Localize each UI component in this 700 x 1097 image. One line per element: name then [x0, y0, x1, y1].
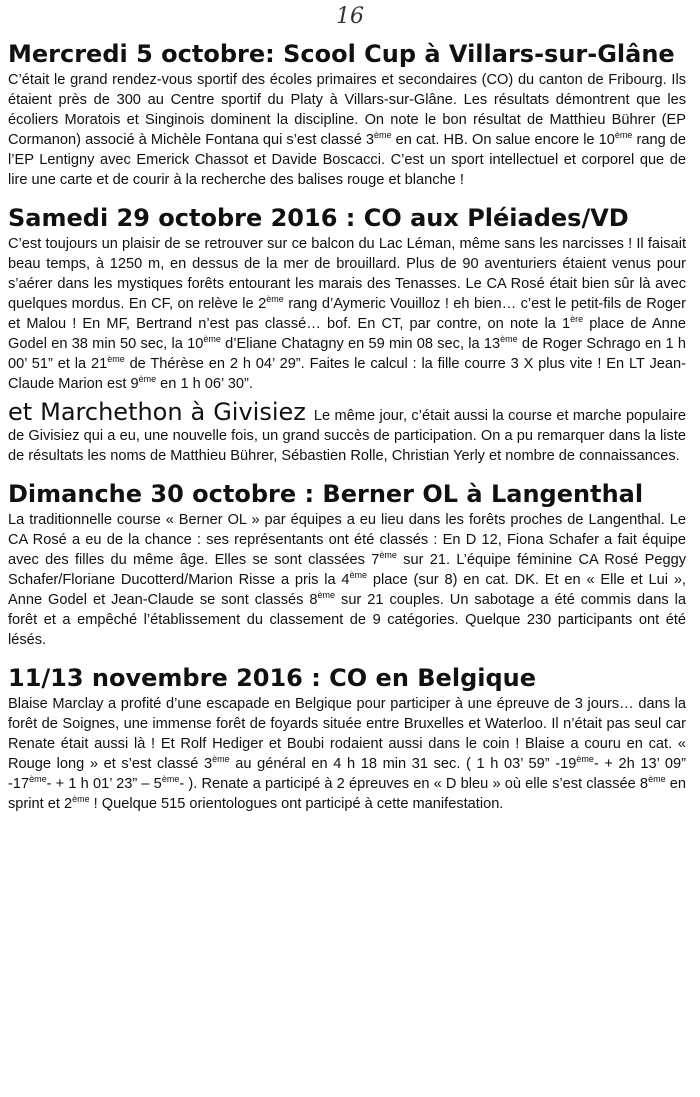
- article-section: [8, 204, 686, 394]
- superscript: ème: [29, 774, 47, 785]
- superscript: ème: [107, 354, 125, 365]
- section-heading: Dimanche 30 octobre : Berner OL à Langenthal: [8, 480, 644, 508]
- superscript: ème: [212, 754, 230, 765]
- section-heading: Samedi 29 octobre 2016 : CO aux Pléiades/VD: [8, 204, 629, 232]
- superscript: ère: [570, 314, 584, 325]
- superscript: ème: [576, 754, 594, 765]
- superscript: ème: [161, 774, 180, 785]
- page-number: 16: [336, 4, 364, 29]
- section-body: et Marchethon à Givisiez Le même jour, c’était aussi la course et marche populaire de Givisiez qui a eu, une nouvelle fois, un grand succès de participation. On a pu remarquer dans la liste de résultats les noms de Matthieu Bührer, Sébastien Rolle, Christian Yerly et nombre de connaissances.: [8, 398, 686, 464]
- superscript: ème: [648, 774, 666, 785]
- section-body: C’est toujours un plaisir de se retrouver sur ce balcon du Lac Léman, même sans les narcisses ! Il faisait beau temps, à 1250 m, en dessus de la mer de brouillard. Plus de 90 aventuriers étaient venus pour s’aérer dans les mystiques forêts entourant les marais des Tenasses. Le CA Rosé était bien sûr là avec quelques mordus. En CF, on relève le 2ème rang d’Aymeric Vouilloz ! eh bien… c’est le petit-fils de Roger et Malou ! En MF, Bertrand n’est pas classé… bof. En CT, par contre, on note la 1ère place de Anne Godel en 38 min 50 sec, la 10ème d’Eliane Chatagny en 59 min 08 sec, la 13ème de Roger Schrago en 1 h 00’ 51” et la 21ème de Thérèse en 2 h 04’ 29”. Faites le calcul : la fille courre 3 X plus vite ! En LT Jean-Claude Marion est 9ème en 1 h 06’ 30”.: [8, 236, 686, 392]
- section-heading: et Marchethon à Givisiez: [8, 398, 306, 426]
- superscript: ème: [203, 334, 221, 345]
- superscript: ème: [266, 294, 284, 305]
- section-body: C’était le grand rendez-vous sportif des écoles primaires et secondaires (CO) du canton de Fribourg. Ils étaient près de 300 au Centre sportif du Platy à Villars-sur-Glâne. Les résultats démontrent que les écoliers Moratois et Singinois dominent la discipline. On note le bon résultat de Matthieu Bührer (EP Cormanon) associé à Michèle Fontana qui s’est classé 3ème en cat. HB. On salue encore le 10ème rang de l’EP Lentigny avec Emerick Chassot et Davide Boscacci. C’est un sport intellectuel et corporel que de lire une carte et de courir à la recherche des balises rouge et blanche !: [8, 72, 686, 188]
- section-body: Blaise Marclay a profité d’une escapade en Belgique pour participer à une épreuve de 3 jours… dans la forêt de Soignes, une immense forêt de foyards située entre Bruxelles et Waterloo. Il n’était pas seul car Renate était aussi là ! Et Rolf Hediger et Boubi rodaient aussi dans le coin ! Blaise a couru en cat. « Rouge long » et s’est classé 3ème au général en 4 h 18 min 31 sec. ( 1 h 03’ 59” -19ème- + 2h 13’ 09” -17ème- + 1 h 01’ 23” – 5ème- ). Renate a participé à 2 épreuves en « D bleu » où elle s’est classée 8ème en sprint et 2ème ! Quelque 515 orientologues ont participé à cette manifestation.: [8, 696, 686, 812]
- superscript: ème: [317, 590, 336, 601]
- superscript: ème: [72, 794, 90, 805]
- superscript: ème: [614, 130, 633, 141]
- section-heading: Mercredi 5 octobre: Scool Cup à Villars-sur-Glâne: [8, 40, 675, 68]
- superscript: ème: [374, 130, 392, 141]
- superscript: ème: [349, 570, 368, 581]
- section-heading: 11/13 novembre 2016 : CO en Belgique: [8, 664, 537, 692]
- section-body: La traditionnelle course « Berner OL » par équipes a eu lieu dans les forêts proches de Langenthal. Le CA Rosé a eu de la chance : ses représentants ont été classés : En D 12, Fiona Schafer a fait équipe avec des filles du même âge. Elles se sont classées 7ème sur 21. L’équipe féminine CA Rosé Peggy Schafer/Floriane Ducotterd/Marion Risse a pris la 4ème place (sur 8) en cat. DK. Et en « Elle et Lui », Anne Godel et Jean-Claude se sont classés 8ème sur 21 couples. Un sabotage a été commis dans la forêt et a empêché l’établissement du classement de 9 catégories. Quelque 230 participants ont été lésés.: [8, 512, 686, 648]
- article-section: [8, 398, 686, 466]
- article-section: [8, 480, 686, 650]
- superscript: ème: [138, 374, 157, 385]
- superscript: ème: [500, 334, 518, 345]
- article-content: [8, 40, 686, 814]
- article-section: [8, 40, 686, 190]
- superscript: ème: [379, 550, 397, 561]
- article-section: [8, 664, 686, 814]
